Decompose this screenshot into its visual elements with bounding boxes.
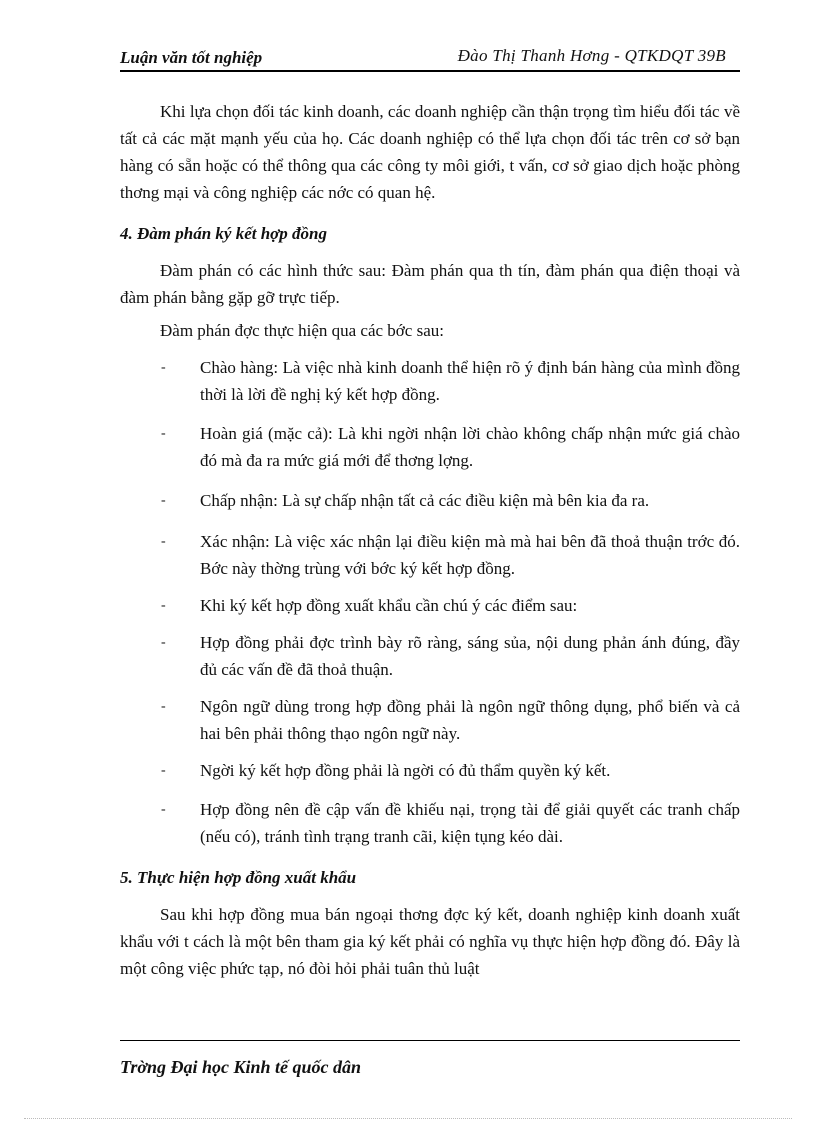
section-4-heading: 4. Đàm phán ký kết hợp đồng — [120, 224, 328, 243]
page-edge-divider — [24, 1118, 792, 1119]
dash-marker: - — [161, 699, 166, 714]
footer-divider — [120, 1040, 740, 1041]
footer-university: Trờng Đại học Kinh tế quốc dân — [120, 1057, 362, 1077]
page-header — [120, 44, 740, 72]
section-5-heading: 5. Thực hiện hợp đồng xuất khẩu — [120, 868, 357, 887]
dash-marker: - — [161, 493, 166, 508]
list-item: - Chấp nhận: Là sự chấp nhận tất cả các điều kiện mà bên kia đa ra. — [120, 487, 740, 514]
list-item: - Hợp đồng nên đề cập vấn đề khiếu nại, trọng tài để giải quyết các tranh chấp (nếu có), tránh tình trạng tranh cãi, kiện tụng kéo dài. — [120, 796, 740, 850]
header-title: Luận văn tốt nghiệp — [120, 48, 263, 67]
list-item: - Hợp đồng phải đợc trình bày rõ ràng, sáng sủa, nội dung phản ánh đúng, đầy đủ các vấn đề đã thoả thuận. — [120, 629, 740, 683]
document-body — [120, 98, 740, 982]
list-item: - Chào hàng: Là việc nhà kinh doanh thể hiện rõ ý định bán hàng của mình đồng thời là lời đề nghị ký kết hợp đồng. — [120, 354, 740, 408]
list-item: - Ngôn ngữ dùng trong hợp đồng phải là ngôn ngữ thông dụng, phổ biến và cả hai bên phải thông thạo ngôn ngữ này. — [120, 693, 740, 747]
header-author: Đào Thị Thanh Hơng - QTKDQT 39B — [457, 46, 726, 65]
dash-marker: - — [161, 360, 166, 375]
negotiation-list — [120, 354, 740, 850]
list-item: - Ngời ký kết hợp đồng phải là ngời có đủ thẩm quyền ký kết. — [120, 757, 740, 784]
section-4-paragraph-2: Đàm phán đợc thực hiện qua các bớc sau: — [160, 321, 444, 340]
list-item: - Xác nhận: Là việc xác nhận lại điều kiện mà mà hai bên đã thoả thuận trớc đó. Bớc này thờng trùng với bớc ký kết hợp đồng. — [120, 528, 740, 582]
dash-marker: - — [161, 635, 166, 650]
list-item: - Hoàn giá (mặc cả): Là khi ngời nhận lời chào không chấp nhận mức giá chào đó mà đa ra mức giá mới để thơng lợng. — [120, 420, 740, 474]
section-4-paragraph-1: Đàm phán có các hình thức sau: Đàm phán qua th tín, đàm phán qua điện thoại và đàm phán bằng gặp gỡ trực tiếp. — [120, 261, 740, 307]
dash-marker: - — [161, 802, 166, 817]
list-item: - Khi ký kết hợp đồng xuất khẩu cần chú ý các điểm sau: — [120, 592, 740, 619]
section-5-paragraph-1: Sau khi hợp đồng mua bán ngoại thơng đợc ký kết, doanh nghiệp kinh doanh xuất khẩu với t cách là một bên tham gia ký kết phải có nghĩa vụ thực hiện hợp đồng đó. Đây là một công việc phức tạp, nó đòi hỏi phải tuân thủ luật — [120, 905, 740, 978]
dash-marker: - — [161, 426, 166, 441]
page-footer — [120, 1040, 740, 1078]
dash-marker: - — [161, 598, 166, 613]
dash-marker: - — [161, 763, 166, 778]
intro-paragraph: Khi lựa chọn đối tác kinh doanh, các doanh nghiệp cần thận trọng tìm hiểu đối tác về tất cả các mặt mạnh yếu của họ. Các doanh nghiệp có thể lựa chọn đối tác trên cơ sở bạn hàng có sẵn hoặc có thể thông qua các công ty môi giới, t vấn, cơ sở giao dịch hoặc phòng thơng mại và công nghiệp các nớc có quan hệ. — [120, 102, 740, 202]
dash-marker: - — [161, 534, 166, 549]
